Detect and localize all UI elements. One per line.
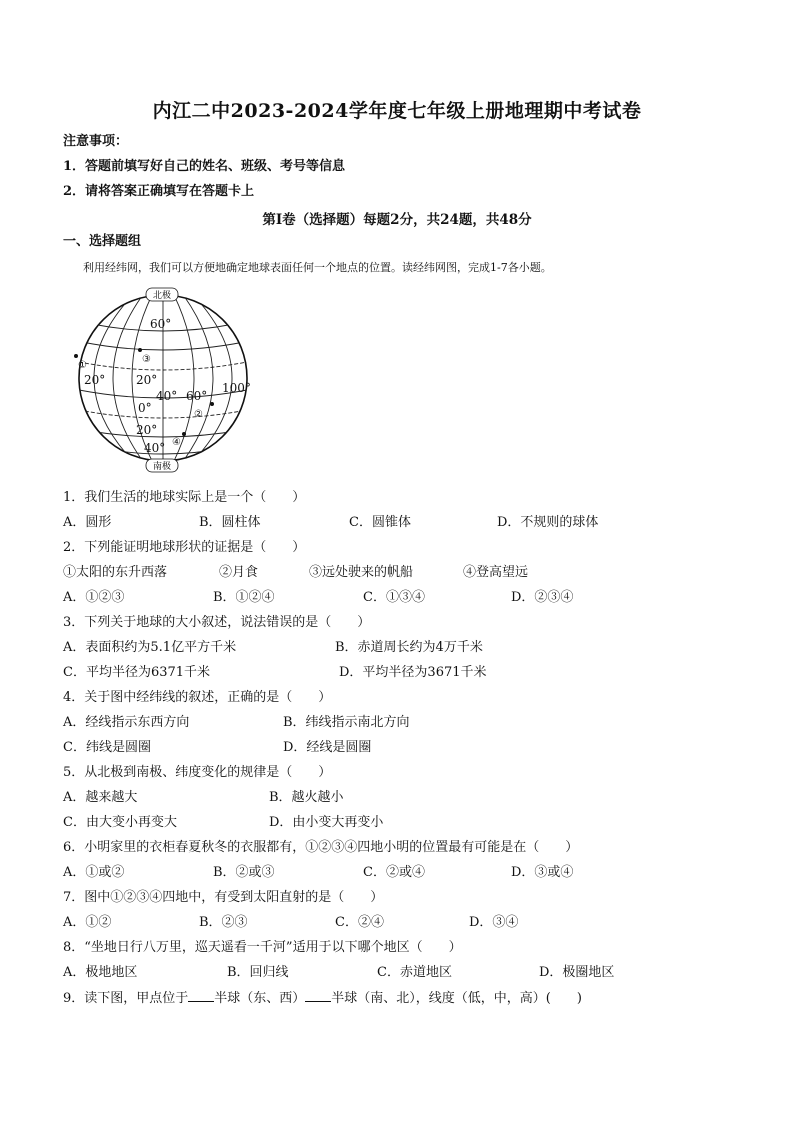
answer-blank[interactable] bbox=[305, 989, 331, 1002]
point-label: ③ bbox=[142, 354, 151, 365]
degree-label: 0° bbox=[138, 401, 152, 415]
q8-option-c: C．赤道地区 bbox=[377, 965, 452, 980]
degree-label: 60° bbox=[150, 317, 172, 331]
q4-option-d: D．经线是圆圈 bbox=[283, 740, 372, 755]
q7-option-d: D．③④ bbox=[469, 915, 519, 930]
section-heading: 第I卷（选择题）每题2分，共24题，共48分 bbox=[262, 212, 532, 228]
question-4: 4．关于图中经纬线的叙述，正确的是（ ） bbox=[63, 690, 332, 705]
q9-part-3: 半球（南、北），线度（低，中，高）( ) bbox=[331, 991, 582, 1006]
q5-option-d: D．由小变大再变小 bbox=[269, 815, 384, 830]
q4-option-c: C．纬线是圆圈 bbox=[63, 740, 151, 755]
q2-option-d: D．②③④ bbox=[511, 590, 574, 605]
q4-option-a: A．经线指示东西方向 bbox=[63, 715, 190, 730]
q8-option-b: B．回归线 bbox=[227, 965, 289, 980]
q7-option-c: C．②④ bbox=[335, 915, 384, 930]
q9-part-1: 9．读下图，甲点位于 bbox=[63, 991, 189, 1006]
degree-label: 40° bbox=[144, 441, 166, 455]
question-5: 5．从北极到南极、纬度变化的规律是（ ） bbox=[63, 765, 332, 780]
q8-option-d: D．极圈地区 bbox=[539, 965, 615, 980]
question-1: 1．我们生活的地球实际上是一个（ ） bbox=[63, 490, 306, 505]
point-marker bbox=[210, 402, 214, 406]
point-label: ② bbox=[194, 409, 203, 420]
question-2: 2．下列能证明地球形状的证据是（ ） bbox=[63, 540, 306, 555]
question-7: 7．图中①②③④四地中，有受到太阳直射的是（ ） bbox=[63, 890, 384, 905]
degree-label: 20° bbox=[84, 373, 106, 387]
q3-option-c: C．平均半径为6371千米 bbox=[63, 665, 211, 680]
q1-option-b: B．圆柱体 bbox=[199, 515, 261, 530]
point-marker bbox=[74, 354, 78, 358]
q6-option-a: A．①或② bbox=[63, 865, 125, 880]
notice-heading: 注意事项： bbox=[63, 134, 129, 149]
point-label: ① bbox=[78, 360, 87, 371]
group-heading: 一、选择题组 bbox=[63, 234, 142, 249]
q2-item-1: ①太阳的东升西落 bbox=[63, 565, 168, 580]
q4-option-b: B．纬线指示南北方向 bbox=[283, 715, 410, 730]
q1-option-a: A．圆形 bbox=[63, 515, 112, 530]
page-title: 内江二中2023-2024学年度七年级上册地理期中考试卷 bbox=[152, 100, 642, 122]
q2-option-c: C．①③④ bbox=[363, 590, 425, 605]
degree-label: 20° bbox=[136, 423, 158, 437]
q1-option-d: D．不规则的球体 bbox=[497, 515, 599, 530]
q7-option-a: A．①② bbox=[63, 915, 112, 930]
q6-option-b: B．②或③ bbox=[213, 865, 275, 880]
q2-option-b: B．①②④ bbox=[213, 590, 275, 605]
q2-option-a: A．①②③ bbox=[63, 590, 125, 605]
intro-text: 利用经纬网，我们可以方便地确定地球表面任何一个地点的位置。读经纬网图，完成1-7各小题。 bbox=[83, 261, 552, 274]
notice-item-1: 1．答题前填写好自己的姓名、班级、考号等信息 bbox=[63, 159, 346, 174]
south-pole-label: 南极 bbox=[152, 462, 172, 472]
point-label: ④ bbox=[172, 437, 181, 448]
q8-option-a: A．极地地区 bbox=[63, 965, 138, 980]
question-3: 3．下列关于地球的大小叙述，说法错误的是（ ） bbox=[63, 615, 371, 630]
q3-option-b: B．赤道周长约为4万千米 bbox=[335, 640, 483, 655]
north-pole-label: 北极 bbox=[152, 291, 172, 301]
q7-option-b: B．②③ bbox=[199, 915, 248, 930]
degree-label: 100° bbox=[222, 381, 251, 395]
q6-option-d: D．③或④ bbox=[511, 865, 574, 880]
degree-label: 40° bbox=[156, 389, 178, 403]
q5-option-c: C．由大变小再变大 bbox=[63, 815, 177, 830]
degree-label: 20° bbox=[136, 373, 158, 387]
q9-part-2: 半球（东、西） bbox=[214, 991, 306, 1006]
degree-label: 60° bbox=[186, 389, 208, 403]
question-8: 8．“坐地日行八万里，巡天遥看一千河”适用于以下哪个地区（ ） bbox=[63, 940, 462, 955]
q2-item-3: ③远处驶来的帆船 bbox=[309, 565, 414, 580]
question-9 bbox=[63, 989, 582, 1008]
point-marker bbox=[138, 348, 142, 352]
q2-item-2: ②月食 bbox=[219, 565, 259, 580]
q2-item-4: ④登高望远 bbox=[463, 565, 529, 580]
q3-option-a: A．表面积约为5.1亿平方千米 bbox=[63, 640, 237, 655]
answer-blank[interactable] bbox=[188, 989, 214, 1002]
point-marker bbox=[182, 432, 186, 436]
question-6: 6．小明家里的衣柜春夏秋冬的衣服都有，①②③④四地小明的位置最有可能是在（ ） bbox=[63, 840, 579, 855]
globe-figure bbox=[72, 286, 254, 474]
q5-option-a: A．越来越大 bbox=[63, 790, 138, 805]
q5-option-b: B．越火越小 bbox=[269, 790, 344, 805]
q3-option-d: D．平均半径为3671千米 bbox=[339, 665, 487, 680]
notice-item-2: 2．请将答案正确填写在答题卡上 bbox=[63, 184, 255, 199]
q6-option-c: C．②或④ bbox=[363, 865, 425, 880]
q1-option-c: C．圆锥体 bbox=[349, 515, 411, 530]
